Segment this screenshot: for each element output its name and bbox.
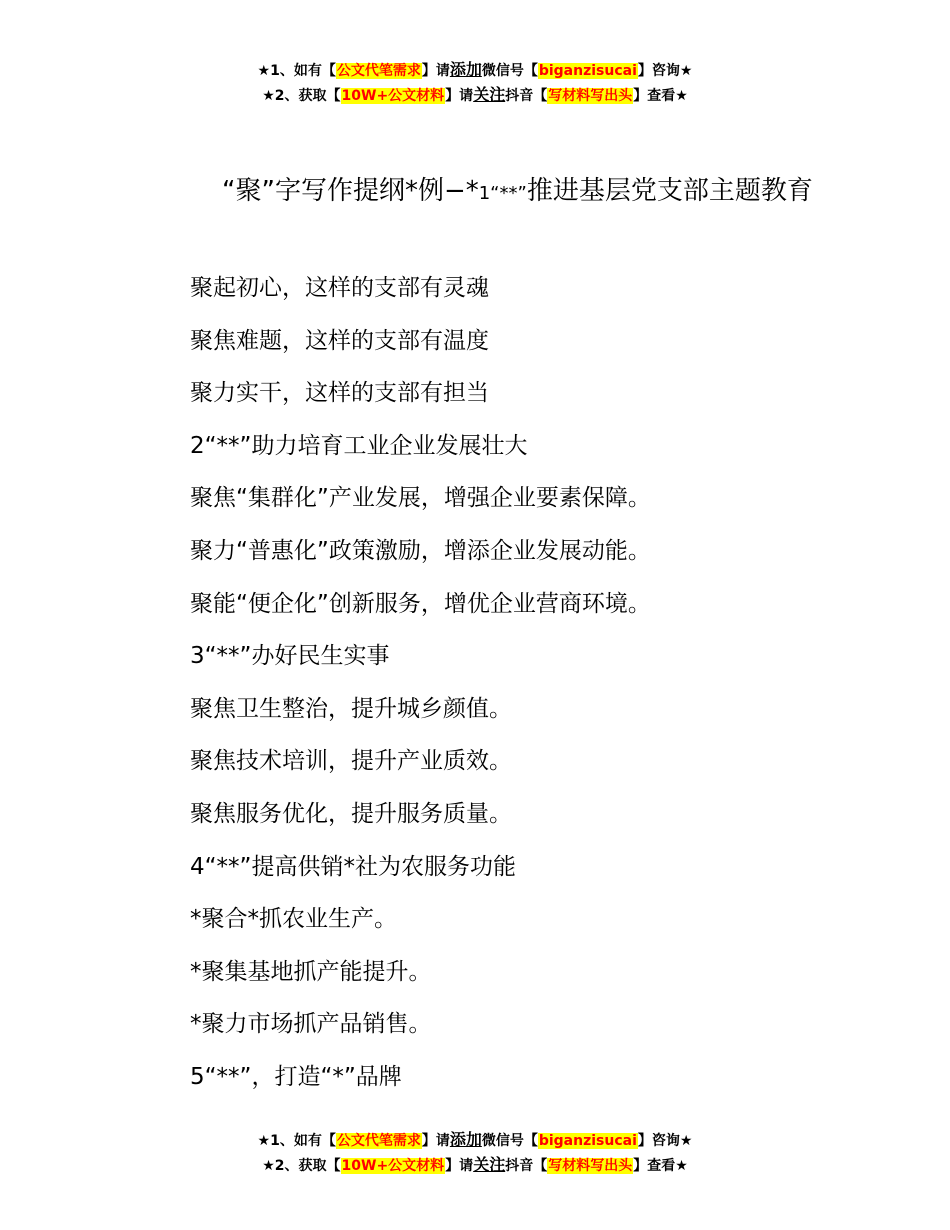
paragraph: 聚焦卫生整治，提升城乡颜值。 xyxy=(190,695,512,722)
banner-line-1 xyxy=(0,58,950,83)
paragraph: 聚能“便企化”创新服务，增优企业营商环境。 xyxy=(190,590,651,617)
banner-line-2 xyxy=(0,83,950,108)
wechat-id-highlight: biganzisucai xyxy=(538,1133,637,1149)
paragraph: 聚力“普惠化”政策激励，增添企业发展动能。 xyxy=(190,537,651,564)
document-body xyxy=(190,266,890,1108)
section-heading: 5“**”，打造“*”品牌 xyxy=(190,1063,402,1090)
banner-text: ★2、获取【 xyxy=(262,1158,341,1174)
title-rest: 推进基层党支部主题教育 xyxy=(526,176,813,206)
underlined-text: 关注 xyxy=(473,85,506,104)
underlined-text: 添加 xyxy=(449,1130,482,1149)
footer-banner xyxy=(0,1128,950,1178)
paragraph: 聚焦服务优化，提升服务质量。 xyxy=(190,800,512,827)
section-heading: 2“**”助力培育工业企业发展壮大 xyxy=(190,432,528,459)
section-heading: 4“**”提高供销*社为农服务功能 xyxy=(190,853,516,880)
banner-text: 】请 xyxy=(421,1133,450,1149)
paragraph: 聚焦技术培训，提升产业质效。 xyxy=(190,748,512,775)
paragraph: 聚焦“集群化”产业发展，增强企业要素保障。 xyxy=(190,485,651,512)
highlight-text: 10W+公文材料 xyxy=(341,88,445,104)
banner-text: 微信号【 xyxy=(481,1133,538,1149)
banner-text: ★2、获取【 xyxy=(262,88,341,104)
banner-text: 抖音【 xyxy=(505,1158,548,1174)
title-number: 1“**” xyxy=(478,183,527,204)
paragraph: *聚力市场抓产品销售。 xyxy=(190,1011,432,1038)
banner-text: 抖音【 xyxy=(505,88,548,104)
paragraph: 聚起初心，这样的支部有灵魂 xyxy=(190,275,489,301)
banner-text: 】查看★ xyxy=(633,88,688,104)
banner-line-2 xyxy=(0,1153,950,1178)
section-heading: 3“**”办好民生实事 xyxy=(190,643,390,670)
paragraph: *聚集基地抓产能提升。 xyxy=(190,958,432,985)
wechat-id-highlight: biganzisucai xyxy=(538,63,637,79)
header-banner xyxy=(0,58,950,108)
paragraph: 聚力实干，这样的支部有担当 xyxy=(190,380,489,407)
banner-text: 】请 xyxy=(445,88,474,104)
banner-text: 】咨询★ xyxy=(637,63,693,79)
banner-text: 】请 xyxy=(445,1158,474,1174)
paragraph: *聚合*抓农业生产。 xyxy=(190,906,397,933)
highlight-text: 10W+公文材料 xyxy=(341,1158,445,1174)
banner-text: 】请 xyxy=(421,63,450,79)
paragraph: 聚焦难题，这样的支部有温度 xyxy=(190,327,489,354)
banner-line-1 xyxy=(0,1128,950,1153)
highlight-text: 公文代笔需求 xyxy=(336,1133,421,1149)
banner-text: 】查看★ xyxy=(633,1158,688,1174)
title-main: “聚”字写作提纲*例−* xyxy=(222,176,479,206)
banner-text: ★1、如有【 xyxy=(257,63,336,79)
douyin-highlight: 写材料写出头 xyxy=(548,1158,633,1174)
banner-text: ★1、如有【 xyxy=(257,1133,336,1149)
banner-text: 】咨询★ xyxy=(637,1133,693,1149)
highlight-text: 公文代笔需求 xyxy=(336,63,421,79)
underlined-text: 添加 xyxy=(449,60,482,79)
douyin-highlight: 写材料写出头 xyxy=(548,88,633,104)
banner-text: 微信号【 xyxy=(481,63,538,79)
document-title xyxy=(140,168,820,217)
underlined-text: 关注 xyxy=(473,1155,506,1174)
